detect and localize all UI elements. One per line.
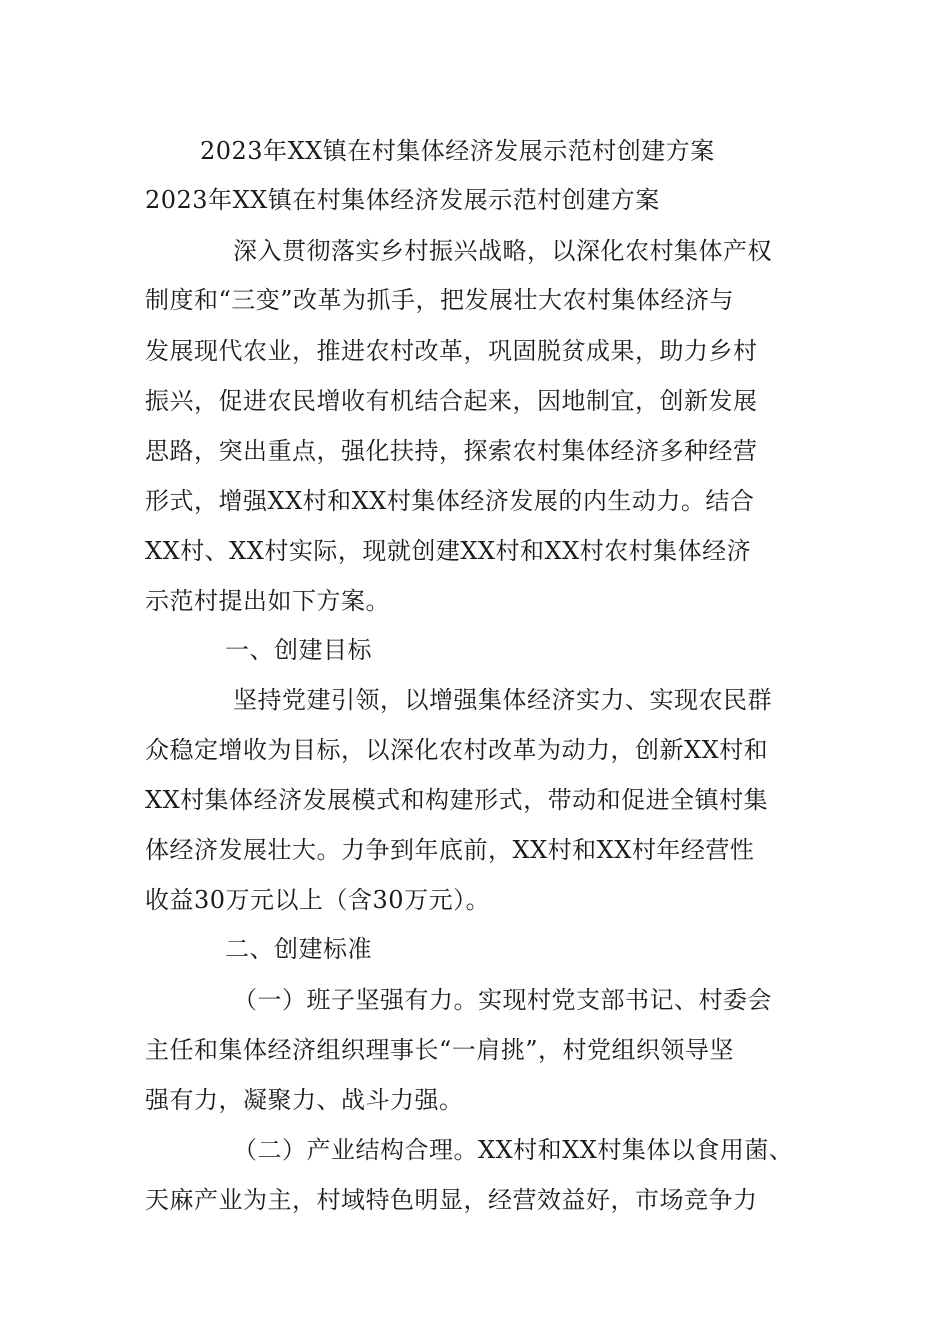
paragraph-line: 思路，突出重点，强化扶持，探索农村集体经济多种经营 bbox=[145, 437, 758, 465]
paragraph-line: 示范村提出如下方案。 bbox=[145, 587, 390, 615]
document-subtitle: 2023年XX镇在村集体经济发展示范村创建方案 bbox=[145, 186, 660, 214]
paragraph-line: 主任和集体经济组织理事长“一肩挑”，村党组织领导坚 bbox=[145, 1036, 735, 1064]
paragraph-line: 深入贯彻落实乡村振兴战略，以深化农村集体产权 bbox=[233, 237, 772, 265]
section-heading: 一、创建目标 bbox=[225, 636, 372, 664]
paragraph-line: 众稳定增收为目标，以深化农村改革为动力，创新XX村和 bbox=[145, 736, 769, 764]
paragraph-line: 振兴，促进农民增收有机结合起来，因地制宜，创新发展 bbox=[145, 387, 758, 415]
document-title: 2023年XX镇在村集体经济发展示范村创建方案 bbox=[200, 137, 715, 165]
paragraph-line: 坚持党建引领，以增强集体经济实力、实现农民群 bbox=[233, 686, 772, 714]
paragraph-line: 形式，增强XX村和XX村集体经济发展的内生动力。结合 bbox=[145, 487, 755, 515]
paragraph-line: （二）产业结构合理。XX村和XX村集体以食用菌、 bbox=[233, 1136, 794, 1164]
paragraph-line: （一）班子坚强有力。实现村党支部书记、村委会 bbox=[233, 986, 772, 1014]
paragraph-line: 收益30万元以上（含30万元）。 bbox=[145, 886, 491, 914]
section-heading: 二、创建标准 bbox=[225, 935, 372, 963]
paragraph-line: 制度和“三变”改革为抓手，把发展壮大农村集体经济与 bbox=[145, 286, 735, 314]
paragraph-line: 发展现代农业，推进农村改革，巩固脱贫成果，助力乡村 bbox=[145, 337, 758, 365]
paragraph-line: 天麻产业为主，村域特色明显，经营效益好，市场竞争力 bbox=[145, 1186, 758, 1214]
paragraph-line: 体经济发展壮大。力争到年底前，XX村和XX村年经营性 bbox=[145, 836, 755, 864]
paragraph-line: XX村、XX村实际，现就创建XX村和XX村农村集体经济 bbox=[145, 537, 752, 565]
paragraph-line: 强有力，凝聚力、战斗力强。 bbox=[145, 1086, 464, 1114]
paragraph-line: XX村集体经济发展模式和构建形式，带动和促进全镇村集 bbox=[145, 786, 769, 814]
